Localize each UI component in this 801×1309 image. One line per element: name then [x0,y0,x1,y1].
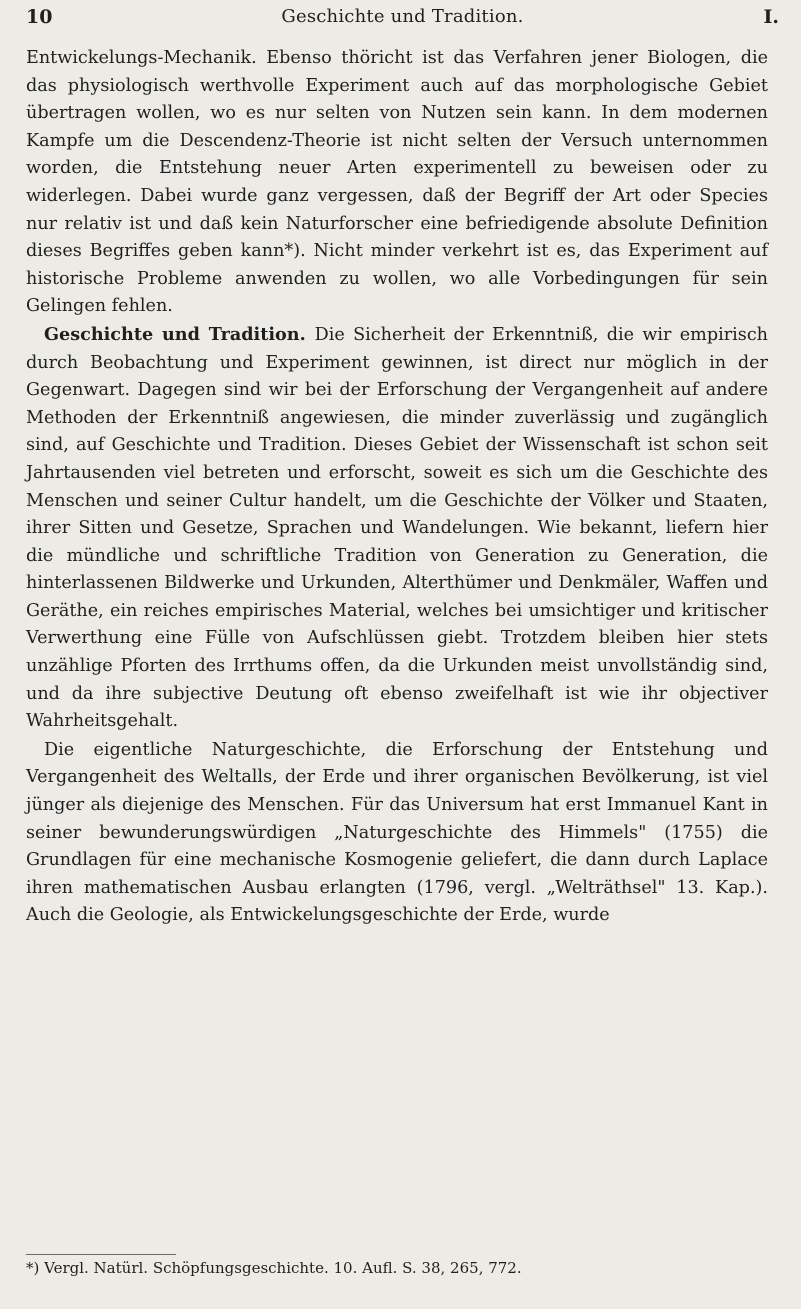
paragraph-3-text: Die eigentliche Naturgeschichte, die Erforschung der Entstehung und Vergangenheit des Weltalls, der Erde und ihrer organischen Bevölkerung, ist viel jünger als diejenige des Menschen. Für das Universum hat erst Immanuel Kant in seiner bewunderungswürdigen „Naturgeschichte des Himmels" (1755) die Grundlagen für eine mechanische Kosmogenie geliefert, die dann durch Laplace ihren mathematischen Ausbau erlangten (1796, vergl. „Welträthsel" 13. Kap.). Auch die Geologie, als Entwickelungsgeschichte der Erde, wurde [26,739,768,926]
paragraph-1 [26,44,768,321]
paragraph-2 [26,321,768,736]
chapter-number: I. [763,6,779,28]
paragraph-2-text: Die Sicherheit der Erkenntniß, die wir empirisch durch Beobachtung und Experiment gewinnen, ist direct nur möglich in der Gegenwart. Dagegen sind wir bei der Erforschung der Vergangenheit auf andere Methoden der Erkenntniß angewiesen, die minder zuverlässig und zugänglich sind, auf Geschichte und Tradition. Dieses Gebiet der Wissenschaft ist schon seit Jahrtausenden viel betreten und erforscht, soweit es sich um die Geschichte des Menschen und seiner Cultur handelt, um die Geschichte der Völker und Staaten, ihrer Sitten und Gesetze, Sprachen und Wandelungen. Wie bekannt, liefern hier die mündliche und schriftliche Tradition von Generation zu Generation, die hinterlassenen Bildwerke und Urkunden, Alterthümer und Denkmäler, Waffen und Geräthe, ein reiches empirisches Material, welches bei umsichtiger und kritischer Verwerthung eine Fülle von Aufschlüssen giebt. Trotzdem bleiben hier stets unzählige Pforten des Irrthums offen, da die Urkunden meist unvollständig sind, und da ihre subjective Deutung oft ebenso zweifelhaft ist wie ihr objectiver Wahrheitsgehalt. [26,324,769,732]
running-title: Geschichte und Tradition. [281,6,524,27]
body-text [26,44,768,930]
footnote: *) Vergl. Natürl. Schöpfungsgeschichte. 10. Aufl. S. 38, 265, 772. [26,1259,522,1277]
page-number: 10 [26,6,53,28]
page-header [26,6,779,34]
paragraph-3 [26,736,768,930]
paragraph-2-runin: Geschichte und Tradition. [44,323,315,345]
footnote-divider [26,1254,176,1255]
paragraph-1-text: Entwickelungs-Mechanik. Ebenso thöricht ist das Verfahren jener Biologen, die das physiologisch werthvolle Experiment auch auf das morphologische Gebiet übertragen wollen, wo es nur selten von Nutzen sein kann. In dem modernen Kampfe um die Descendenz-Theorie ist nicht selten der Versuch unternommen worden, die Entstehung neuer Arten experimentell zu beweisen oder zu widerlegen. Dabei wurde ganz vergessen, daß der Begriff der Art oder Species nur relativ ist und daß kein Naturforscher eine befriedigende absolute Definition dieses Begriffes geben kann*). Nicht minder verkehrt ist es, das Experiment auf historische Probleme anwenden zu wollen, wo alle Vorbedingungen für sein Gelingen fehlen. [26,48,768,317]
